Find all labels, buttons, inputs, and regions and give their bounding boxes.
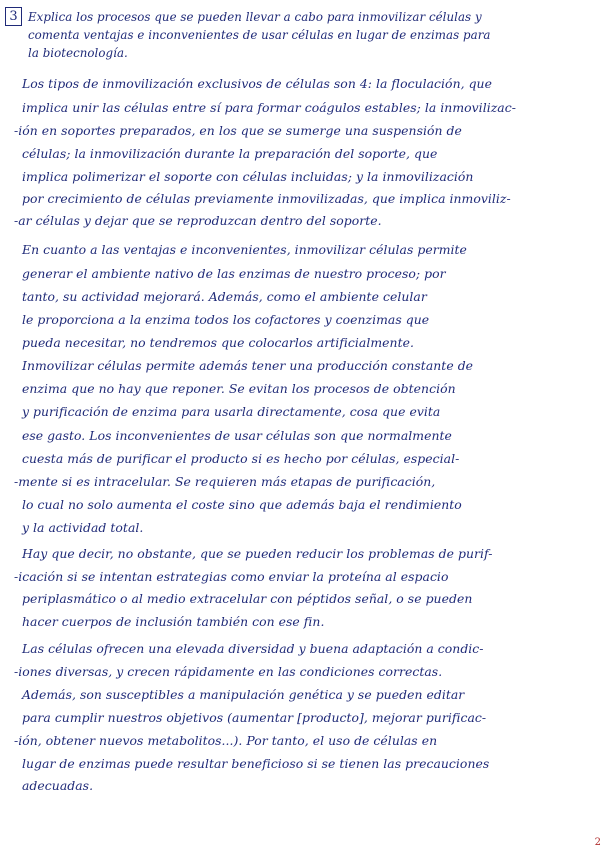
- question-number-box: 3: [5, 7, 22, 26]
- answer-line-5: implica polimerizar el soporte con células incluidas; y la inmovilización: [22, 169, 474, 184]
- answer-line-27: Además, son susceptibles a manipulación genética y se pueden editar: [22, 687, 465, 702]
- answer-line-31: adecuadas.: [22, 778, 94, 793]
- answer-line-25: Las células ofrecen una elevada diversidad y buena adaptación a condic-: [22, 641, 484, 656]
- answer-line-19: lo cual no solo aumenta el coste sino que además baja el rendimiento: [22, 497, 462, 512]
- answer-line-11: le proporciona a la enzima todos los cofactores y coenzimas que: [22, 312, 430, 327]
- answer-line-9: generar el ambiente nativo de las enzimas de nuestro proceso; por: [22, 266, 446, 281]
- question-line-3: la biotecnología.: [28, 46, 128, 60]
- answer-line-13: Inmovilizar células permite además tener una producción constante de: [22, 358, 474, 373]
- answer-line-24: hacer cuerpos de inclusión también con ese fin.: [22, 614, 325, 629]
- answer-line-10: tanto, su actividad mejorará. Además, como el ambiente celular: [22, 289, 427, 304]
- answer-line-15: y purificación de enzima para usarla directamente, cosa que evita: [22, 404, 441, 419]
- answer-line-7: -ar células y dejar que se reproduzcan dentro del soporte.: [14, 213, 382, 228]
- question-line-1: Explica los procesos que se pueden llevar a cabo para inmovilizar células y: [28, 10, 482, 24]
- answer-line-16: ese gasto. Los inconvenientes de usar células son que normalmente: [22, 428, 452, 443]
- answer-line-26: -iones diversas, y crecen rápidamente en las condiciones correctas.: [14, 664, 443, 679]
- answer-line-18: -mente si es intracelular. Se requieren más etapas de purificación,: [14, 474, 436, 489]
- answer-line-1: Los tipos de inmovilización exclusivos de células son 4: la floculación, que: [22, 76, 492, 91]
- answer-line-8: En cuanto a las ventajas e inconvenientes, inmovilizar células permite: [22, 242, 467, 257]
- answer-line-4: células; la inmovilización durante la preparación del soporte, que: [22, 146, 438, 161]
- page-number: 2: [594, 837, 601, 848]
- answer-line-28: para cumplir nuestros objetivos (aumentar [producto], mejorar purificac-: [22, 710, 487, 725]
- answer-line-17: cuesta más de purificar el producto si es hecho por células, especial-: [22, 451, 460, 466]
- answer-line-2: implica unir las células entre sí para formar coágulos estables; la inmovilizac-: [22, 100, 516, 115]
- answer-line-6: por crecimiento de células previamente inmovilizadas, que implica inmoviliz-: [22, 191, 511, 206]
- answer-line-12: pueda necesitar, no tendremos que colocarlos artificialmente.: [22, 335, 414, 350]
- answer-line-29: -ión, obtener nuevos metabolitos...). Por tanto, el uso de células en: [14, 733, 438, 748]
- answer-line-20: y la actividad total.: [22, 520, 144, 535]
- answer-line-22: -icación si se intentan estrategias como enviar la proteína al espacio: [14, 569, 449, 584]
- answer-line-21: Hay que decir, no obstante, que se pueden reducir los problemas de purif-: [22, 546, 493, 561]
- answer-line-14: enzima que no hay que reponer. Se evitan los procesos de obtención: [22, 381, 456, 396]
- answer-line-30: lugar de enzimas puede resultar beneficioso si se tienen las precauciones: [22, 756, 490, 771]
- question-line-2: comenta ventajas e inconvenientes de usar células en lugar de enzimas para: [28, 28, 491, 42]
- answer-line-3: -ión en soportes preparados, en los que se sumerge una suspensión de: [14, 123, 462, 138]
- answer-line-23: periplasmático o al medio extracelular con péptidos señal, o se pueden: [22, 591, 473, 606]
